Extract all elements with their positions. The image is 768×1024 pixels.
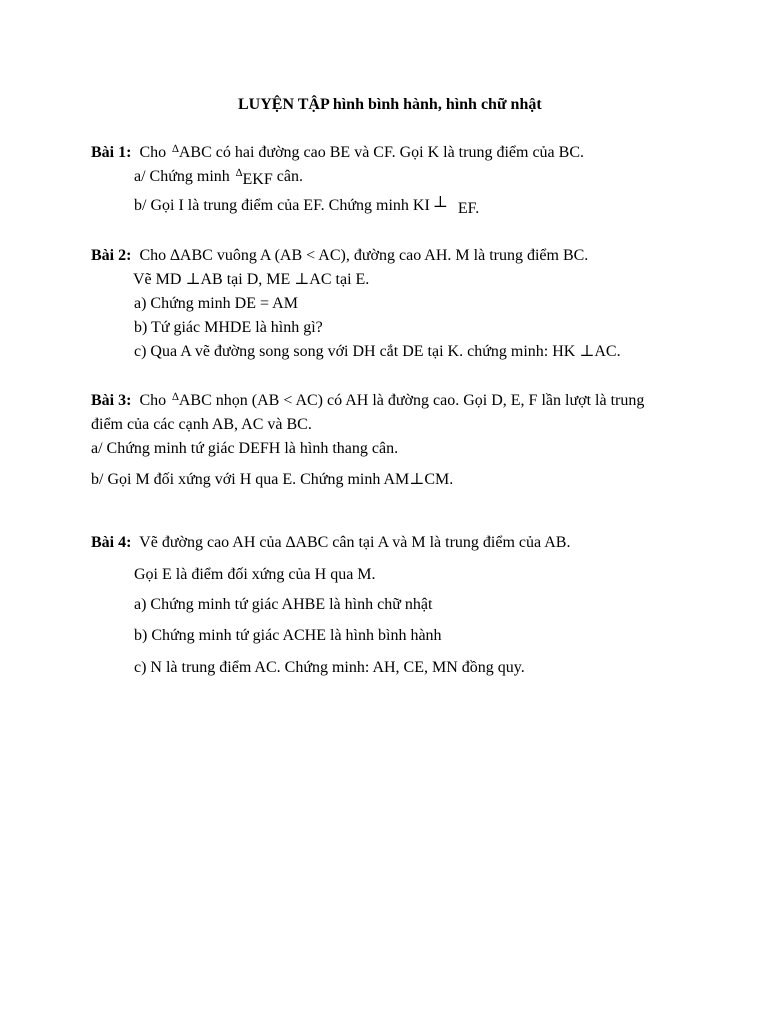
exercise-3-label: Bài 3: [91, 392, 132, 409]
exercise-2-line-1 [91, 246, 588, 266]
exercise-4-text: Vẽ đường cao AH của ∆ABC cân tại A và M là trung điểm của AB. [139, 534, 571, 551]
exercise-1-line-2 [134, 167, 303, 188]
exercise-1-text: a/ Chứng minh [134, 168, 230, 185]
exercise-1-text: Cho [139, 144, 167, 161]
exercise-2-part-b: b) Tứ giác MHDE là hình gì? [134, 319, 323, 336]
exercise-2-part-c: c) Qua A vẽ đường song song với DH cắt DE tại K. chứng minh: HK ⊥AC. [134, 343, 621, 360]
exercise-4-line-1 [91, 533, 570, 553]
exercise-1-text: EKF [242, 171, 273, 188]
exercise-3-text: b/ Gọi M đối xứng với H qua E. Chứng minh AM [91, 471, 410, 488]
exercise-1-text: b/ Gọi I là trung điểm của EF. Chứng minh KI [134, 197, 430, 214]
exercise-4-line-2: Gọi E là điểm đối xứng của H qua M. [134, 566, 376, 583]
exercise-4-part-b: b) Chứng minh tứ giác ACHE là hình bình hành [134, 627, 442, 644]
exercise-3-line-2: điểm của các cạnh AB, AC và BC. [91, 416, 312, 433]
exercise-3-part-b [91, 470, 453, 490]
exercise-1-label: Bài 1: [91, 144, 132, 161]
exercise-1-line-1 [91, 143, 584, 164]
exercise-1-line-3 [134, 196, 479, 216]
exercise-4-part-c: c) N là trung điểm AC. Chứng minh: AH, CE, MN đồng quy. [134, 659, 525, 676]
exercise-2-part-a: a) Chứng minh DE = AM [134, 295, 298, 312]
exercise-2-label: Bài 2: [91, 247, 132, 264]
page-title: LUYỆN TẬP hình bình hành, hình chữ nhật [238, 96, 542, 113]
triangle-symbol: ∆ [172, 391, 179, 403]
exercise-3-text: CM. [424, 471, 454, 488]
exercise-2-line-2: Vẽ MD ⊥AB tại D, ME ⊥AC tại E. [133, 271, 370, 288]
perpendicular-symbol: ⊥ [432, 194, 448, 211]
triangle-symbol: ∆ [172, 143, 179, 155]
exercise-3-line-1 [91, 391, 644, 412]
exercise-4-label: Bài 4: [91, 534, 132, 551]
exercise-3-text: ABC nhọn (AB < AC) có AH là đường cao. Gọi D, E, F lần lượt là trung [178, 392, 645, 409]
exercise-3-part-a: a/ Chứng minh tứ giác DEFH là hình thang cân. [91, 440, 399, 457]
exercise-1-text: EF. [457, 200, 480, 217]
exercise-1-text: ABC có hai đường cao BE và CF. Gọi K là trung điểm của BC. [178, 144, 584, 161]
exercise-4-part-a: a) Chứng minh tứ giác AHBE là hình chữ nhật [134, 596, 433, 613]
exercise-1-text: cân. [276, 168, 303, 185]
exercise-2-text: Cho ∆ABC vuông A (AB < AC), đường cao AH. M là trung điểm BC. [139, 247, 589, 264]
triangle-symbol: ∆ [235, 167, 243, 179]
perpendicular-symbol: ⊥ [409, 471, 425, 488]
exercise-3-text: Cho [139, 392, 167, 409]
